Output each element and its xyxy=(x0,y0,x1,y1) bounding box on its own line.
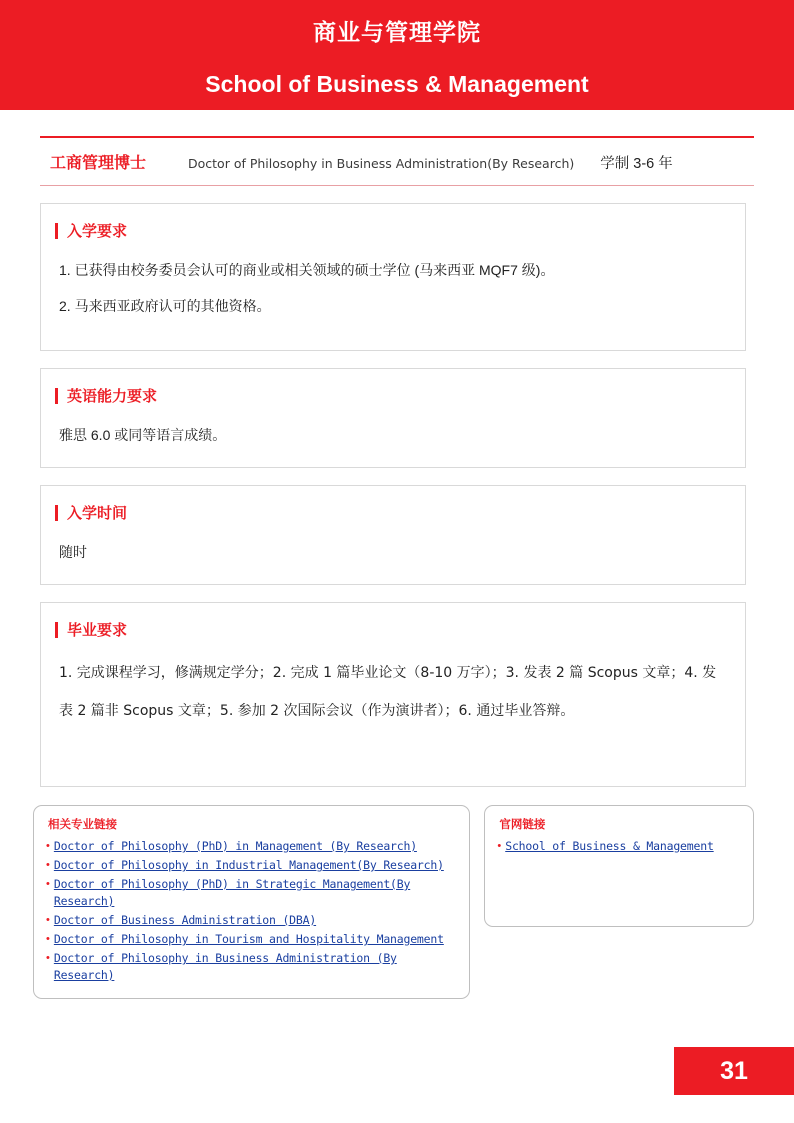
links-row xyxy=(33,805,754,999)
official-links-title: 官网链接 xyxy=(499,819,546,831)
related-link[interactable]: Doctor of Philosophy (PhD) in Management (By Research) xyxy=(53,839,417,853)
section-intake-time xyxy=(40,485,746,585)
list-item[interactable] xyxy=(46,857,457,874)
program-name-en: Doctor of Philosophy in Business Administration(By Research) xyxy=(188,156,575,171)
program-name-cn: 工商管理博士 xyxy=(50,155,147,172)
program-duration: 学制 3-6 年 xyxy=(600,156,673,172)
bullet-icon: • xyxy=(497,840,502,852)
list-item[interactable] xyxy=(46,876,457,910)
bullet-icon: • xyxy=(46,840,50,852)
header-title-cn: 商业与管理学院 xyxy=(313,19,481,45)
related-link[interactable]: Doctor of Philosophy in Business Administration (By Research) xyxy=(53,951,397,982)
section-title: 入学要求 xyxy=(67,223,128,240)
program-title-row xyxy=(40,136,754,186)
list-item[interactable] xyxy=(46,931,457,948)
section-heading xyxy=(55,619,727,640)
header-title-en: School of Business & Management xyxy=(205,71,589,97)
section-admission-requirements xyxy=(40,203,746,351)
section-marker-icon xyxy=(55,505,58,521)
section-heading xyxy=(55,220,727,241)
bullet-icon: • xyxy=(46,952,50,964)
bullet-icon: • xyxy=(46,878,50,890)
related-link[interactable]: Doctor of Philosophy (PhD) in Strategic Management(By Research) xyxy=(53,877,411,908)
section-line: 随时 xyxy=(59,544,87,560)
section-english-requirements xyxy=(40,368,746,468)
list-item[interactable] xyxy=(46,912,457,929)
related-link[interactable]: Doctor of Philosophy in Tourism and Hospitality Management xyxy=(53,932,444,946)
section-line: 2. 马来西亚政府认可的其他资格。 xyxy=(59,298,271,314)
section-marker-icon xyxy=(55,622,58,638)
section-marker-icon xyxy=(55,223,58,239)
related-links-box xyxy=(33,805,470,999)
related-links-title: 相关专业链接 xyxy=(48,819,117,831)
page-number: 31 xyxy=(674,1047,794,1095)
bullet-icon: • xyxy=(46,914,50,926)
section-heading xyxy=(55,502,727,523)
page-header xyxy=(0,0,794,110)
list-item[interactable] xyxy=(46,838,457,855)
section-title: 毕业要求 xyxy=(67,622,128,639)
bullet-icon: • xyxy=(46,859,50,871)
related-link[interactable]: Doctor of Business Administration (DBA) xyxy=(53,913,317,927)
official-links-box xyxy=(484,805,754,927)
list-item[interactable] xyxy=(46,950,457,984)
section-paragraph: 1. 完成课程学习，修满规定学分；2. 完成 1 篇毕业论文（8-10 万字）；3. 发表 2 篇 Scopus 文章；4. 发表 2 篇非 Scopus 文章；5. 参加 2 次国际会议（作为演讲者）；6. 通过毕业答辩。 xyxy=(59,665,717,719)
list-item[interactable] xyxy=(497,838,741,855)
related-link[interactable]: Doctor of Philosophy in Industrial Management(By Research) xyxy=(53,858,444,872)
section-heading xyxy=(55,385,727,406)
section-graduation-requirements xyxy=(40,602,746,787)
official-link[interactable]: School of Business & Management xyxy=(505,839,714,853)
section-title: 英语能力要求 xyxy=(67,388,158,405)
section-marker-icon xyxy=(55,388,58,404)
section-line: 雅思 6.0 或同等语言成绩。 xyxy=(59,427,227,443)
bullet-icon: • xyxy=(46,933,50,945)
section-line: 1. 已获得由校务委员会认可的商业或相关领域的硕士学位 (马来西亚 MQF7 级)。 xyxy=(59,262,555,278)
section-title: 入学时间 xyxy=(67,505,128,522)
